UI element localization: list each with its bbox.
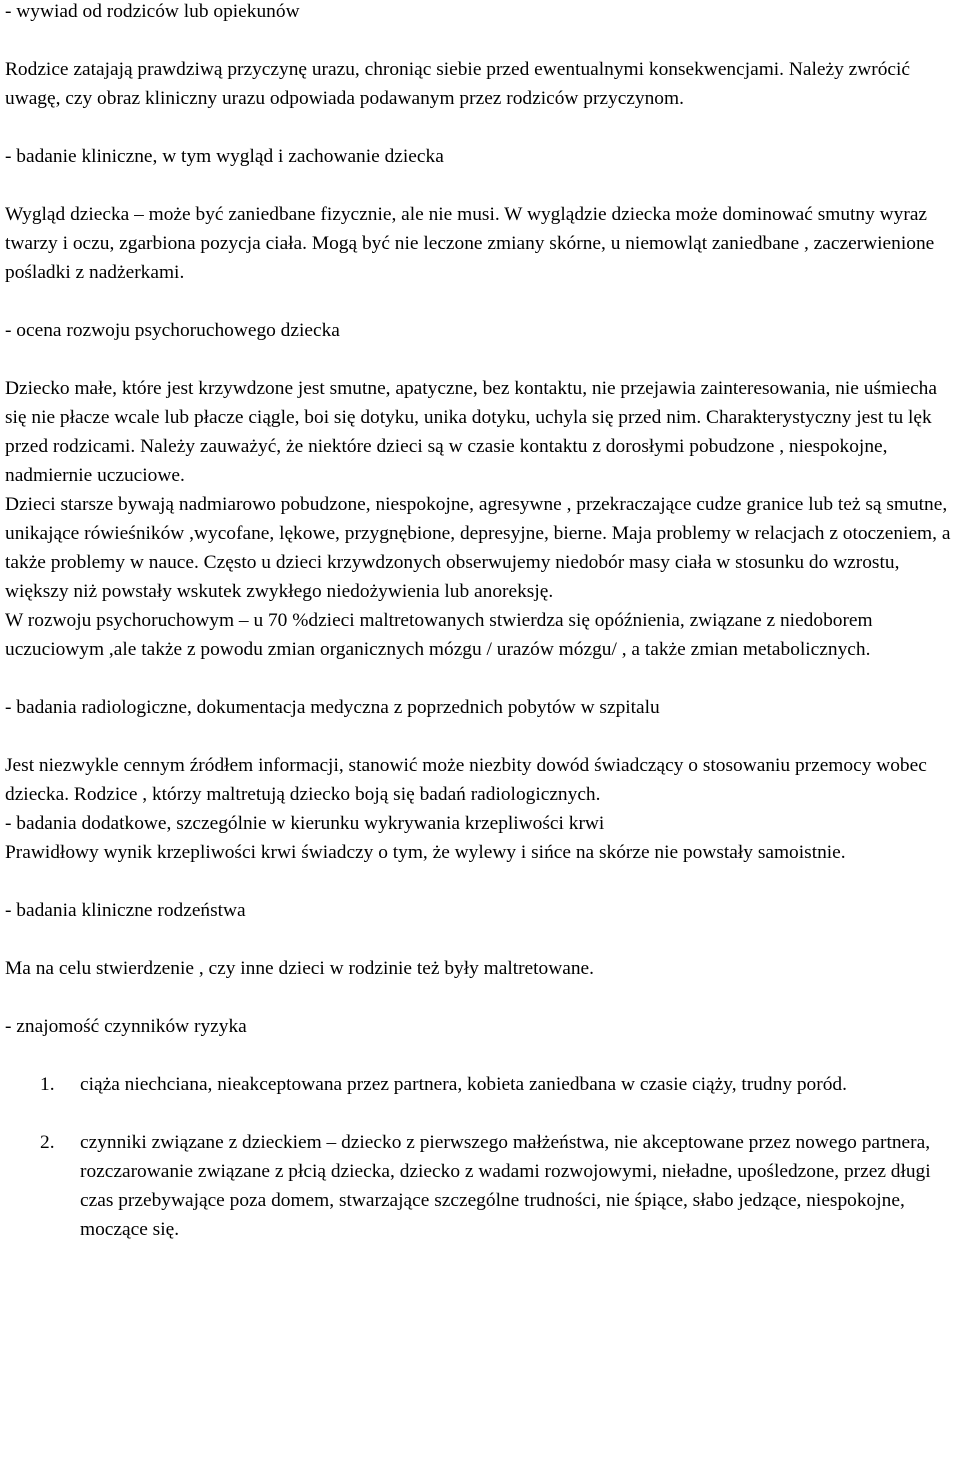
document-page [5, 0, 955, 1244]
list-item-number: 1. [40, 1074, 55, 1095]
list-item-number: 2. [40, 1132, 55, 1153]
section-heading-clinical-exam: - badanie kliniczne, w tym wygląd i zachowanie dziecka [5, 146, 444, 167]
paragraph-appearance: Wygląd dziecka – może być zaniedbane fizycznie, ale nie musi. W wyglądzie dziecka może dominować smutny wyraz twarzy i oczu, zgarbiona pozycja ciała. Mogą być nie leczone zmiany skórne, u niemowląt zaniedbane , zaczerwienione pośladki z nadżerkami. [5, 204, 935, 283]
list-item [5, 1070, 955, 1099]
list-item [5, 1128, 955, 1244]
subheading-additional-tests: - badania dodatkowe, szczególnie w kierunku wykrywania krzepliwości krwi [5, 813, 605, 834]
paragraph-radiology: Jest niezwykle cennym źródłem informacji, stanowić może niezbity dowód świadczący o stosowaniu przemocy wobec dziecka. Rodzice , którzy maltretują dziecko boją się badań radiologicznych. [5, 755, 927, 805]
paragraph-coagulation: Prawidłowy wynik krzepliwości krwi świadczy o tym, że wylewy i sińce na skórze nie powstały samoistnie. [5, 842, 846, 863]
risk-factors-list [5, 1070, 955, 1244]
paragraph-interview: Rodzice zatajają prawdziwą przyczynę urazu, chroniąc siebie przed ewentualnymi konsekwencjami. Należy zwrócić uwagę, czy obraz kliniczny urazu odpowiada podawanym przez rodziców przyczynom. [5, 59, 910, 109]
section-heading-risk-factors: - znajomość czynników ryzyka [5, 1016, 247, 1037]
paragraph-older-children: Dzieci starsze bywają nadmiarowo pobudzone, niespokojne, agresywne , przekraczające cudze granice lub też są smutne, unikające rówieśników ,wycofane, lękowe, przygnębione, depresyjne, bierne. Maja problemy w relacjach z otoczeniem, a także problemy w nauce. Często u dzieci krzywdzonych obserwujemy niedobór masy ciała w stosunku do wzrostu, większy niż powstały wskutek zwykłego niedożywienia lub anoreksję. [5, 494, 951, 602]
paragraph-siblings: Ma na celu stwierdzenie , czy inne dzieci w rodzinie też były maltretowane. [5, 958, 595, 979]
list-item-text: czynniki związane z dzieckiem – dziecko z pierwszego małżeństwa, nie akceptowane przez nowego partnera, rozczarowanie związane z płcią dziecka, dziecko z wadami rozwojowymi, nieładne, upośledzone, przez długi czas przebywające poza domem, stwarzające szczególne trudności, nie śpiące, słabo jedzące, niespokojne, moczące się. [80, 1132, 931, 1240]
section-heading-siblings: - badania kliniczne rodzeństwa [5, 900, 246, 921]
paragraph-psychomotor: W rozwoju psychoruchowym – u 70 %dzieci maltretowanych stwierdza się opóźnienia, związane z niedoborem uczuciowym ,ale także z powodu zmian organicznych mózgu / urazów mózgu/ , a także zmian metabolicznych. [5, 610, 873, 660]
section-heading-interview: - wywiad od rodziców lub opiekunów [5, 1, 300, 22]
section-heading-development: - ocena rozwoju psychoruchowego dziecka [5, 320, 340, 341]
section-heading-radiology: - badania radiologiczne, dokumentacja medyczna z poprzednich pobytów w szpitalu [5, 697, 660, 718]
list-item-text: ciąża niechciana, nieakceptowana przez partnera, kobieta zaniedbana w czasie ciąży, trudny poród. [80, 1074, 847, 1095]
paragraph-small-child: Dziecko małe, które jest krzywdzone jest smutne, apatyczne, bez kontaktu, nie przejawia zainteresowania, nie uśmiecha się nie płacze wcale lub płacze ciągle, boi się dotyku, unika dotyku, uchyla się przed nim. Charakterystyczny jest tu lęk przed rodzicami. Należy zauważyć, że niektóre dzieci są w czasie kontaktu z dorosłymi pobudzone , niespokojne, nadmiernie uczuciowe. [5, 378, 937, 486]
